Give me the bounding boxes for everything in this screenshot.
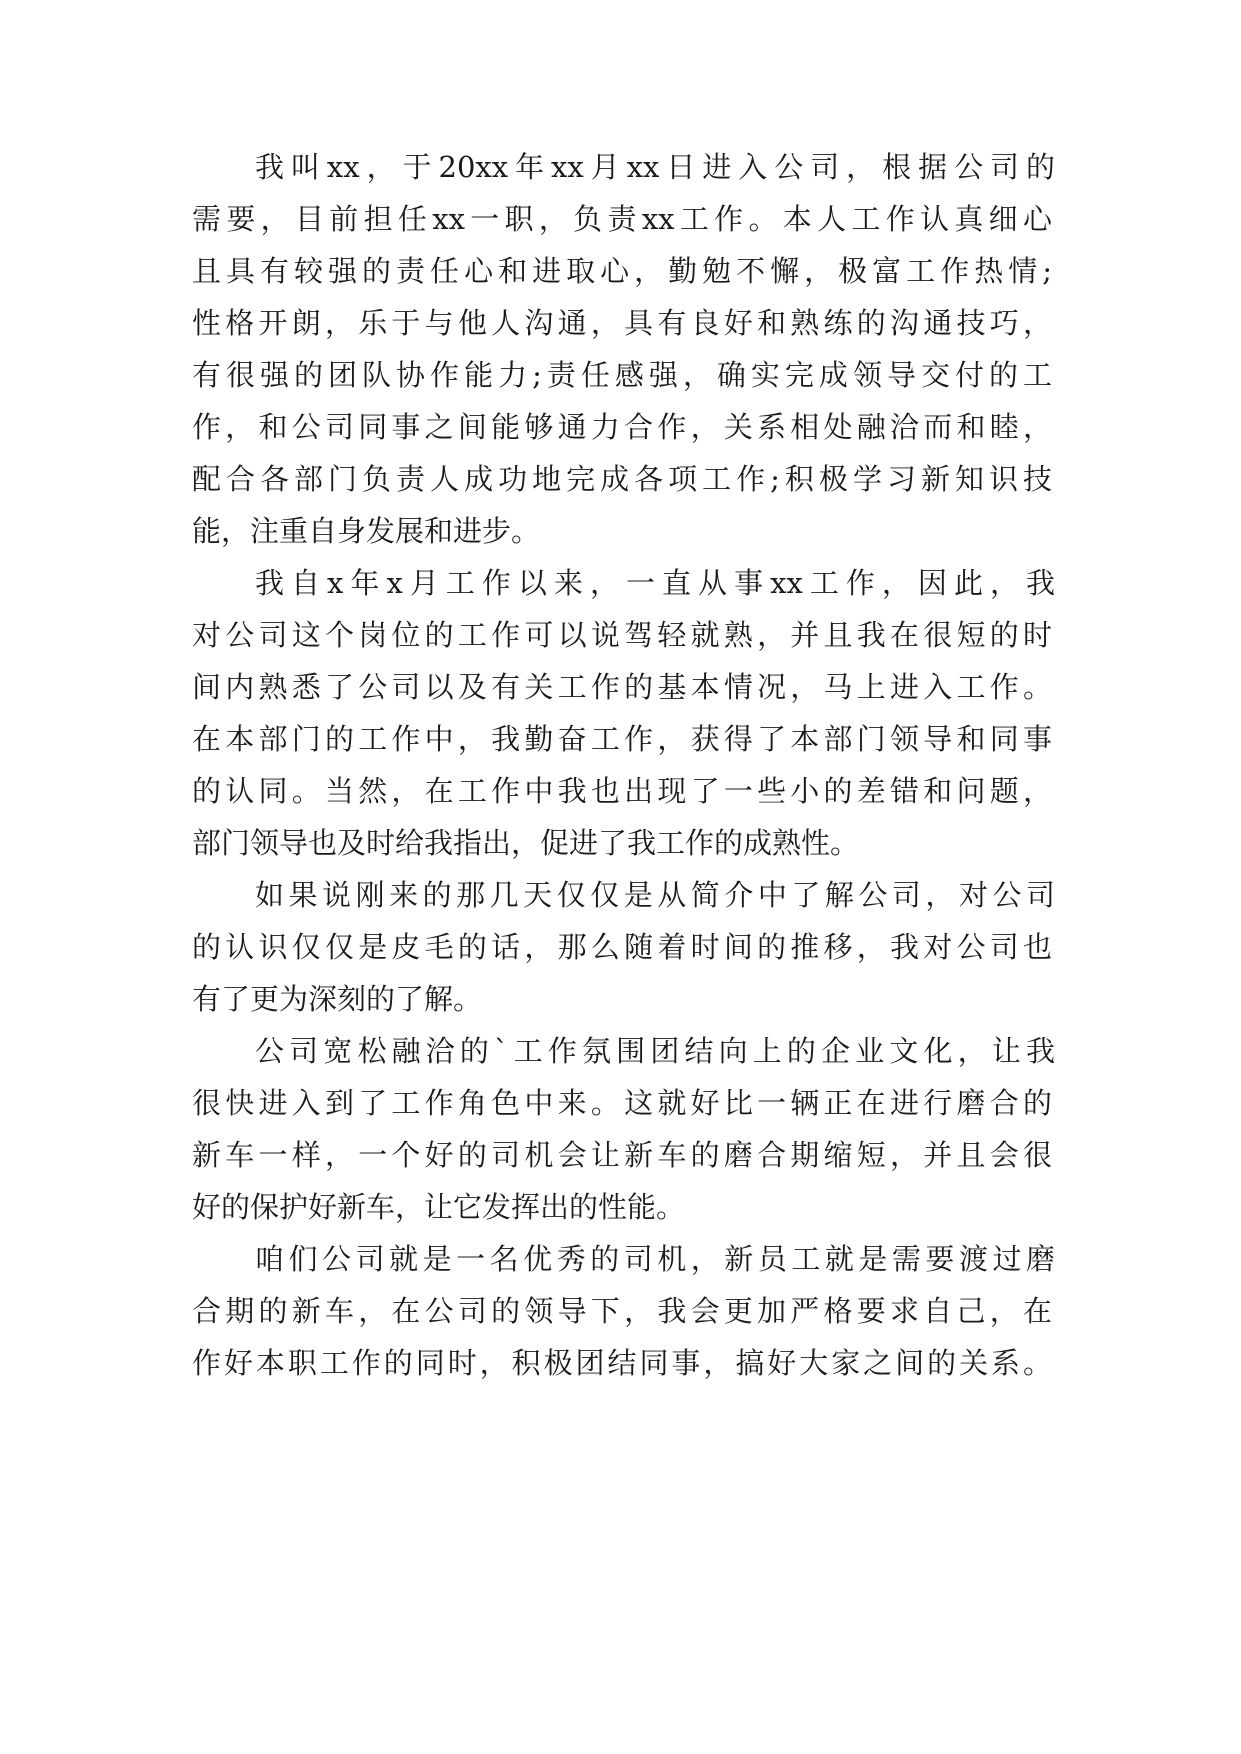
- paragraph-1-line-3: 且具有较强的责任心和进取心，勤勉不懈，极富工作热情;: [192, 254, 1052, 288]
- paragraph-3-line-2: 的认识仅仅是皮毛的话，那么随着时间的推移，我对公司也: [192, 930, 1052, 964]
- paragraph-4-line-1: 公司宽松融洽的`工作氛围团结向上的企业文化，让我: [255, 1034, 1055, 1068]
- paragraph-2-line-1: 我自x年x月工作以来，一直从事xx工作，因此，我: [255, 566, 1055, 600]
- paragraph-2-line-2: 对公司这个岗位的工作可以说驾轻就熟，并且我在很短的时: [192, 618, 1052, 652]
- paragraph-1-line-2: 需要，目前担任xx一职，负责xx工作。本人工作认真细心: [192, 202, 1052, 236]
- paragraph-1-line-5: 有很强的团队协作能力;责任感强，确实完成领导交付的工: [192, 358, 1052, 392]
- paragraph-4-line-4: 好的保护好新车，让它发挥出的性能。: [192, 1190, 686, 1224]
- paragraph-2-line-3: 间内熟悉了公司以及有关工作的基本情况，马上进入工作。: [192, 670, 1052, 704]
- paragraph-2-line-6: 部门领导也及时给我指出，促进了我工作的成熟性。: [192, 826, 860, 860]
- paragraph-1-line-4: 性格开朗，乐于与他人沟通，具有良好和熟练的沟通技巧，: [192, 306, 1052, 340]
- paragraph-3-line-3: 有了更为深刻的了解。: [192, 982, 483, 1016]
- paragraph-4-line-2: 很快进入到了工作角色中来。这就好比一辆正在进行磨合的: [192, 1086, 1052, 1120]
- paragraph-5-line-2: 合期的新车，在公司的领导下，我会更加严格要求自己，在: [192, 1294, 1052, 1328]
- paragraph-2-line-4: 在本部门的工作中，我勤奋工作，获得了本部门领导和同事: [192, 722, 1052, 756]
- paragraph-3-line-1: 如果说刚来的那几天仅仅是从简介中了解公司，对公司: [255, 878, 1055, 912]
- paragraph-1-line-8: 能，注重自身发展和进步。: [192, 514, 541, 548]
- paragraph-2-line-5: 的认同。当然，在工作中我也出现了一些小的差错和问题，: [192, 774, 1052, 808]
- paragraph-4-line-3: 新车一样，一个好的司机会让新车的磨合期缩短，并且会很: [192, 1138, 1052, 1172]
- paragraph-1-line-6: 作，和公司同事之间能够通力合作，关系相处融洽而和睦，: [192, 410, 1052, 444]
- paragraph-1-line-7: 配合各部门负责人成功地完成各项工作;积极学习新知识技: [192, 462, 1052, 496]
- paragraph-1-line-1: 我叫xx，于20xx年xx月xx日进入公司，根据公司的: [255, 150, 1055, 184]
- paragraph-5-line-1: 咱们公司就是一名优秀的司机，新员工就是需要渡过磨: [255, 1242, 1055, 1276]
- paragraph-5-line-3: 作好本职工作的同时，积极团结同事，搞好大家之间的关系。: [192, 1346, 1052, 1380]
